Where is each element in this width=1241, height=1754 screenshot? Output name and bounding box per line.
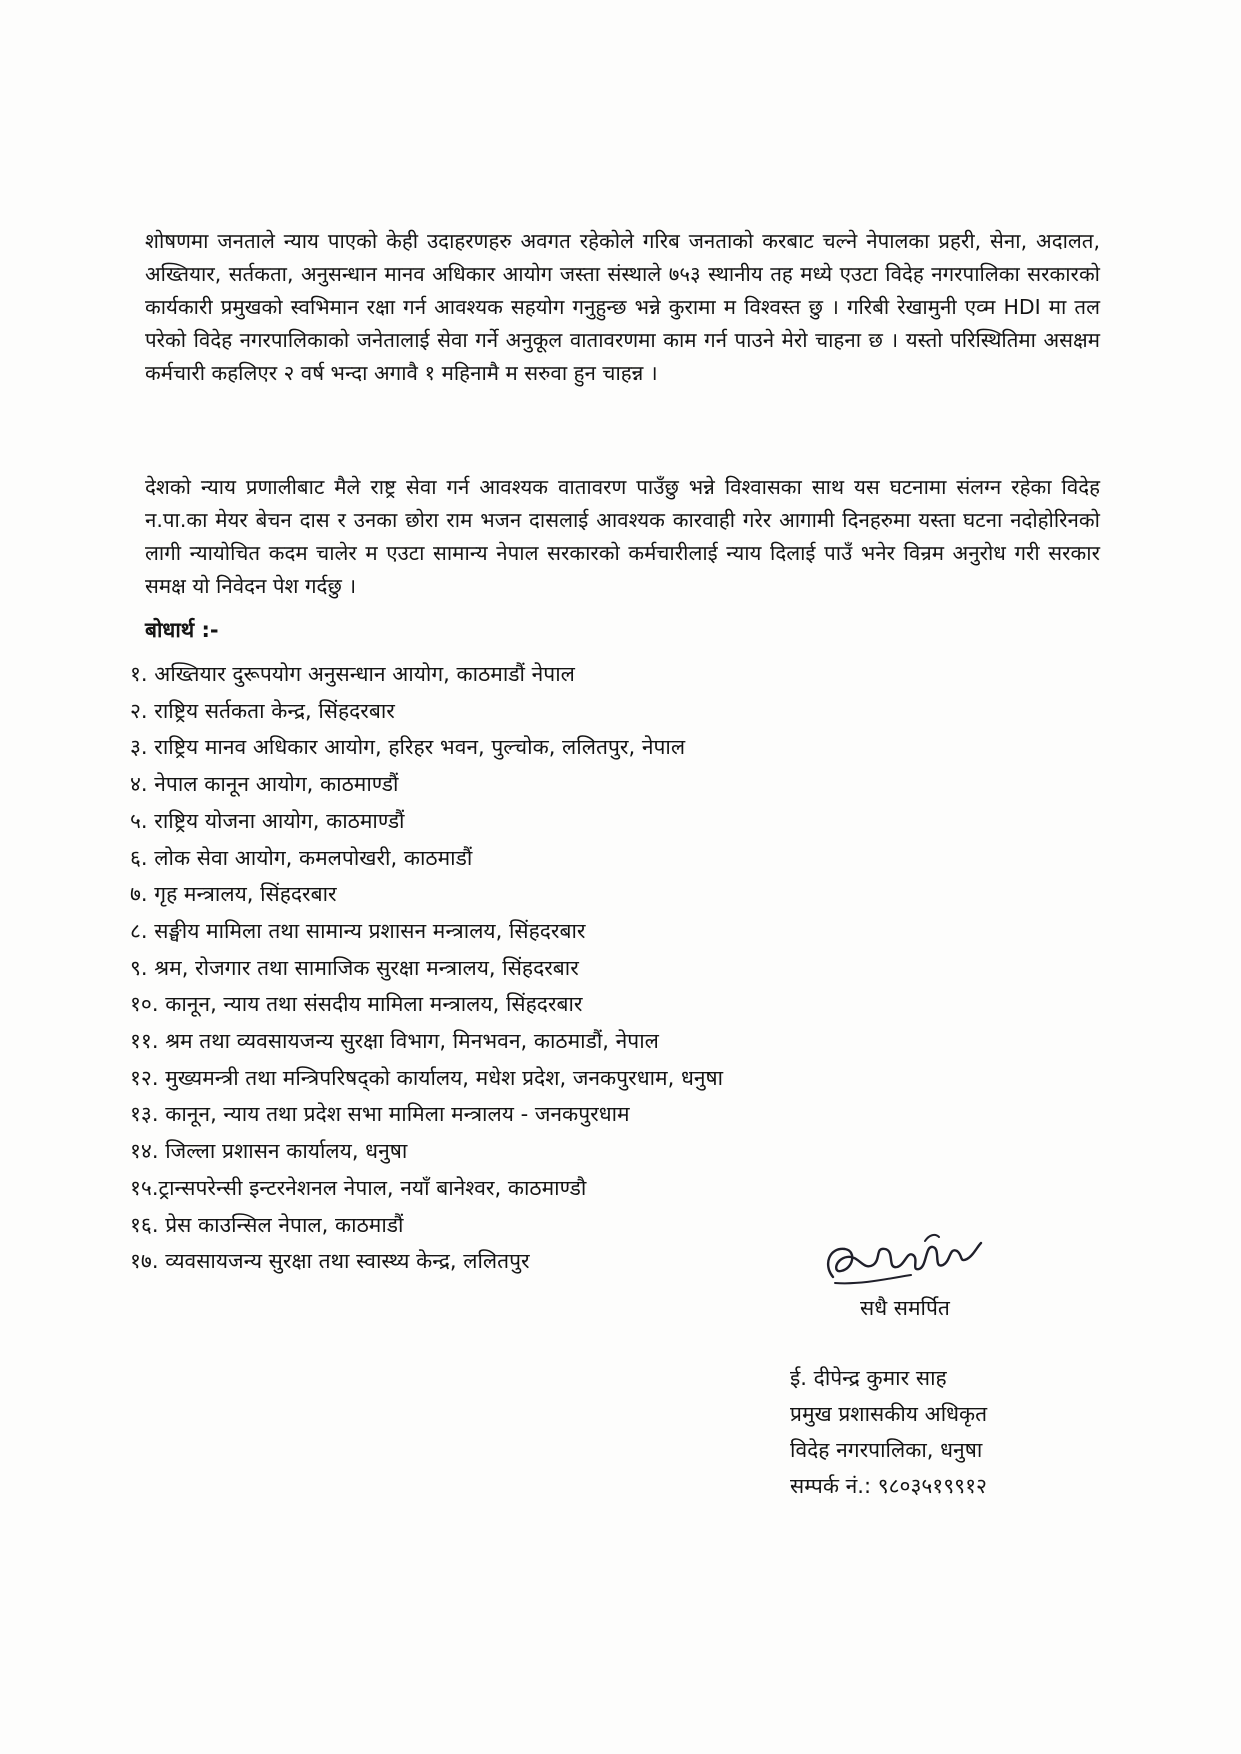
cc-item: १४. जिल्ला प्रशासन कार्यालय, धनुषा <box>130 1139 408 1164</box>
cc-item: ४. नेपाल कानून आयोग, काठमाण्डौं <box>130 772 399 797</box>
cc-item: ११. श्रम तथा व्यवसायजन्य सुरक्षा विभाग, मिनभवन, काठमाडौं, नेपाल <box>130 1029 659 1054</box>
cc-item: १५.ट्रान्सपरेन्सी इन्टरनेशनल नेपाल, नयाँ बानेश्वर, काठमाण्डौ <box>130 1175 587 1200</box>
signatory-designation: प्रमुख प्रशासकीय अधिकृत <box>790 1402 988 1426</box>
cc-item: १३. कानून, न्याय तथा प्रदेश सभा मामिला मन्त्रालय - जनकपुरधाम <box>130 1102 630 1127</box>
signatory-name: ई. दीपेन्द्र कुमार साह <box>790 1366 947 1390</box>
cc-item: ३. राष्ट्रिय मानव अधिकार आयोग, हरिहर भवन, पुल्चोक, ललितपुर, नेपाल <box>130 735 686 760</box>
cc-item: ७. गृह मन्त्रालय, सिंहदरबार <box>130 882 337 907</box>
signature-block <box>790 1360 987 1504</box>
cc-heading: बोधार्थ :- <box>145 618 219 642</box>
cc-item: ५. राष्ट्रिय योजना आयोग, काठमाण्डौं <box>130 808 405 833</box>
cc-list <box>130 656 890 1280</box>
signature-scribble <box>815 1225 985 1295</box>
cc-item: १०. कानून, न्याय तथा संसदीय मामिला मन्त्रालय, सिंहदरबार <box>130 992 583 1017</box>
cc-item: २. राष्ट्रिय सर्तकता केन्द्र, सिंहदरबार <box>130 698 395 723</box>
cc-item: ९. श्रम, रोजगार तथा सामाजिक सुरक्षा मन्त्रालय, सिंहदरबार <box>130 955 579 980</box>
signatory-office: विदेह नगरपालिका, धनुषा <box>790 1438 983 1462</box>
cc-item: १६. प्रेस काउन्सिल नेपाल, काठमाडौं <box>130 1212 404 1237</box>
cc-item: ६. लोक सेवा आयोग, कमलपोखरी, काठमाडौं <box>130 845 473 870</box>
cc-item: १२. मुख्यमन्त्री तथा मन्त्रिपरिषद्को कार्यालय, मधेश प्रदेश, जनकपुरधाम, धनुषा <box>130 1065 724 1090</box>
body-paragraph-1: शोषणमा जनताले न्याय पाएको केही उदाहरणहरु अवगत रहेकोले गरिब जनताको करबाट चल्ने नेपालका प्रहरी, सेना, अदालत, अख्तियार, सर्तकता, अनुसन्धान मानव अधिकार आयोग जस्ता संस्थाले ७५३ स्थानीय तह मध्ये एउटा विदेह नगरपालिका सरकारको कार्यकारी प्रमुखको स्वभिमान रक्षा गर्न आवश्यक सहयोग गनुहुन्छ भन्ने कुरामा म विश्वस्त छु । गरिबी रेखामुनी एव्म HDI मा तल परेको विदेह नगरपालिकाको जनेतालाई सेवा गर्ने अनुकूल वातावरणमा काम गर्न पाउने मेरो चाहना छ । यस्तो परिस्थितिमा असक्षम कर्मचारी कहलिएर २ वर्ष भन्दा अगावै १ महिनामै म सरुवा हुन चाहन्न । <box>145 228 1100 385</box>
closing-line: सधै समर्पित <box>860 1296 950 1320</box>
cc-item: १. अख्तियार दुरूपयोग अनुसन्धान आयोग, काठमाडौं नेपाल <box>130 662 575 686</box>
handwritten-signature <box>815 1225 985 1295</box>
cc-item: १७. व्यवसायजन्य सुरक्षा तथा स्वास्थ्य केन्द्र, ललितपुर <box>130 1249 530 1274</box>
body-paragraph-2: देशको न्याय प्रणालीबाट मैले राष्ट्र सेवा गर्न आवश्यक वातावरण पाउँछु भन्ने विश्वासका साथ यस घटनामा संलग्न रहेका विदेह न.पा.का मेयर बेचन दास र उनका छोरा राम भजन दासलाई आवश्यक कारवाही गरेर आगामी दिनहरुमा यस्ता घटना नदोहोरिनको लागी न्यायोचित कदम चालेर म एउटा सामान्य नेपाल सरकारको कर्मचारीलाई न्याय दिलाई पाउँ भनेर विन्रम अनुरोध गरी सरकार समक्ष यो निवेदन पेश गर्दछु । <box>145 474 1100 598</box>
signatory-contact: सम्पर्क नं.: ९८०३५१९९१२ <box>790 1474 987 1498</box>
cc-item: ८. सङ्घीय मामिला तथा सामान्य प्रशासन मन्त्रालय, सिंहदरबार <box>130 918 586 943</box>
